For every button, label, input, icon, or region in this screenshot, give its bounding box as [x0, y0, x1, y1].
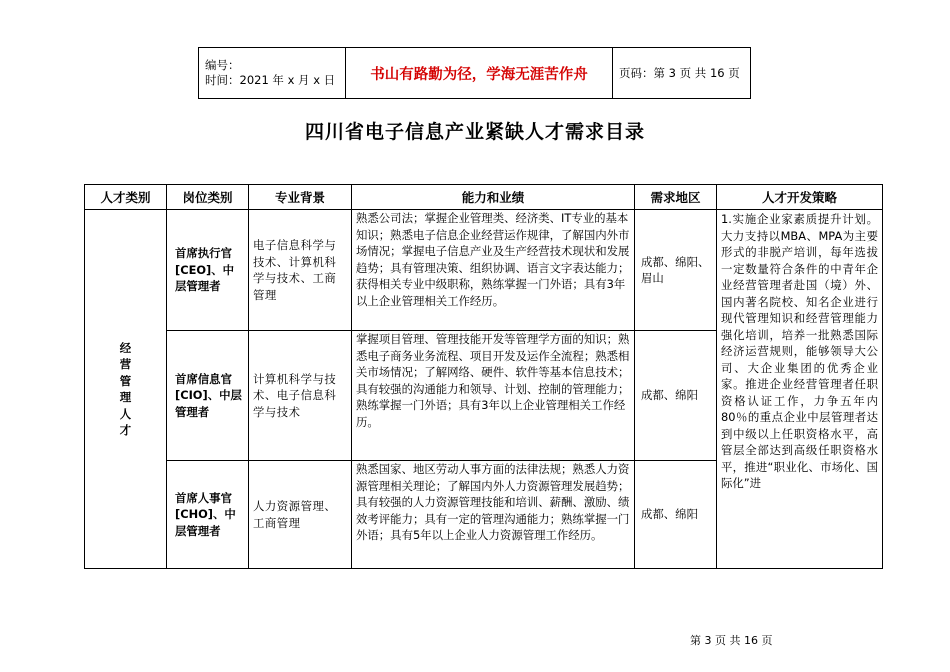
ability-cell: 熟悉公司法；掌握企业管理类、经济类、IT专业的基本知识；熟悉电子信息企业经营运作规律，了解国内外市场情况；掌握电子信息产业及生产经营技术现状和发展趋势；具有管理决策、组织协调、语言文字表达能力；获得相关专业中级职称，熟练掌握一门外语；具有3年以上企业管理相关工作经历。 — [352, 210, 635, 331]
header-motto: 书山有路勤为径，学海无涯苦作舟 — [346, 48, 613, 99]
position-cell: 首席执行官[CEO]、中层管理者 — [167, 210, 249, 331]
position-cell: 首席人事官[CHO]、中层管理者 — [167, 461, 249, 569]
ability-cell: 熟悉国家、地区劳动人事方面的法律法规；熟悉人力资源管理相关理论；了解国内外人力资源管理发展趋势；具有较强的人力资源管理技能和培训、薪酬、激励、绩效考评能力；具有一定的管理沟通能力；熟练掌握一门外语；具有5年以上企业人力资源管理工作经历。 — [352, 461, 635, 569]
background-cell: 计算机科学与技术、电子信息科学与技术 — [249, 331, 352, 461]
header-background: 专业背景 — [249, 185, 352, 210]
header-region: 需求地区 — [635, 185, 717, 210]
strategy-text: 1.实施企业家素质提升计划。大力支持以MBA、MPA为主要形式的非脱产培训，每年选拔一定数量符合条件的中青年企业经营管理者赴国（境）外、国内著名院校、知名企业进行现代管理知识和经营管理能力强化培训，培养一批熟悉国际经济运营规则，能够领导大公司、大企业集团的优秀企业家。推进企业经营管理者任职资格认证工作，力争五年内80％的重点企业中层管理者达到中级以上任职资格水平，高管层全部达到高级任职资格水平，推进“职业化、市场化、国际化”进 — [721, 212, 878, 490]
page-footer: 第 3 页 共 16 页 — [690, 634, 773, 647]
number-label: 编号： — [205, 58, 240, 72]
strategy-cell — [717, 210, 883, 569]
region-cell: 成都、绵阳 — [635, 331, 717, 461]
header-table — [198, 47, 751, 99]
table-row — [85, 210, 883, 331]
header-position: 岗位类别 — [167, 185, 249, 210]
header-page-label: 页码：第 3 页 共 16 页 — [613, 48, 751, 99]
ability-cell: 掌握项目管理、管理技能开发等管理学方面的知识；熟悉电子商务业务流程、项目开发及运作全流程；熟悉相关市场情况；了解网络、硬件、软件等基本信息技术；具有较强的沟通能力和领导、计划、控制的管理能力；熟练掌握一门外语；具有3年以上企业管理相关工作经历。 — [352, 331, 635, 461]
category-label: 经营管理人才 — [119, 340, 132, 437]
header-category: 人才类别 — [85, 185, 167, 210]
background-cell: 电子信息科学与技术、计算机科学与技术、工商管理 — [249, 210, 352, 331]
header-meta — [199, 48, 346, 99]
category-cell — [85, 210, 167, 569]
header-strategy: 人才开发策略 — [717, 185, 883, 210]
talent-table — [84, 184, 883, 569]
document-title: 四川省电子信息产业紧缺人才需求目录 — [304, 121, 645, 143]
region-cell: 成都、绵阳 — [635, 461, 717, 569]
date-label: 时间：2021 年 x 月 x 日 — [205, 73, 336, 87]
table-header-row — [85, 185, 883, 210]
region-cell: 成都、绵阳、眉山 — [635, 210, 717, 331]
header-ability: 能力和业绩 — [352, 185, 635, 210]
background-cell: 人力资源管理、工商管理 — [249, 461, 352, 569]
position-cell: 首席信息官[CIO]、中层管理者 — [167, 331, 249, 461]
